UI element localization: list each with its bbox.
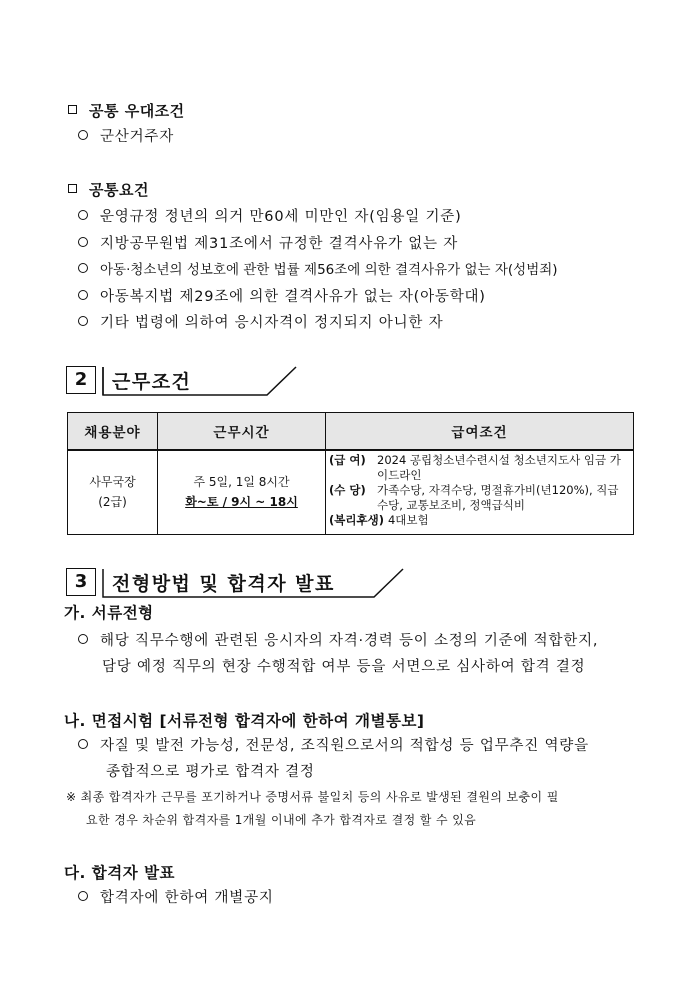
requirement-item: 아동·청소년의 성보호에 관한 법률 제56조에 의한 결격사유가 없는 자(성범죄) xyxy=(78,258,558,278)
pay-cell xyxy=(326,450,634,534)
column-header: 근무시간 xyxy=(158,413,326,451)
circle-bullet-icon xyxy=(78,891,88,901)
work-conditions-table xyxy=(67,412,634,535)
requirement-item: 운영규정 정년의 의거 만60세 미만인 자(임용일 기준) xyxy=(78,205,462,226)
section-number: 2 xyxy=(66,366,96,394)
requirement-item: 기타 법령에 의하여 응시자격이 정지되지 아니한 자 xyxy=(78,311,443,332)
interview-item: 자질 및 발전 가능성, 전문성, 조직원으로서의 적합성 등 업무추진 역량을 xyxy=(78,734,589,755)
circle-bullet-icon xyxy=(78,263,88,273)
circle-bullet-icon xyxy=(78,739,88,749)
preference-heading: 공통 우대조건 xyxy=(68,100,185,121)
note-text-cont: 요한 경우 차순위 합격자를 1개월 이내에 추가 합격자로 결정 할 수 있음 xyxy=(86,813,477,827)
section-3-header xyxy=(66,568,411,598)
requirement-item: 지방공무원법 제31조에서 규정한 결격사유가 없는 자 xyxy=(78,232,458,253)
preference-item: 군산거주자 xyxy=(78,125,174,146)
circle-bullet-icon xyxy=(78,316,88,326)
column-header: 채용분야 xyxy=(68,413,158,451)
requirements-heading: 공통요건 xyxy=(68,179,149,200)
circle-bullet-icon xyxy=(78,130,88,140)
requirement-item: 아동복지법 제29조에 의한 결격사유가 없는 자(아동학대) xyxy=(78,285,486,306)
note-text: ※ 최종 합격자가 근무를 포기하거나 증명서류 불일치 등의 사유로 발생된 결원의 보충이 필 xyxy=(66,790,559,804)
table-row xyxy=(68,450,634,534)
interview-item-cont: 종합적으로 평가로 합격자 결정 xyxy=(106,764,315,780)
circle-bullet-icon xyxy=(78,290,88,300)
interview-heading: 나. 면접시험 [서류전형 합격자에 한하여 개별통보] xyxy=(64,712,425,730)
document-screening-item: 해당 직무수행에 관련된 응시자의 자격·경력 등이 소정의 기준에 적합한지, xyxy=(78,629,598,650)
column-header: 급여조건 xyxy=(326,413,634,451)
pay-line: (복리후생) 4대보험 xyxy=(329,513,429,527)
document-screening-heading: 가. 서류전형 xyxy=(64,604,154,622)
table-header-row xyxy=(68,413,634,451)
pay-line: (급 여) 2024 공립청소년수련시설 청소년지도사 임금 가이드라인 xyxy=(329,453,621,482)
circle-bullet-icon xyxy=(78,210,88,220)
section-2-header xyxy=(66,366,306,396)
announcement-heading: 다. 합격자 발표 xyxy=(64,864,176,882)
square-bullet-icon xyxy=(68,105,77,114)
section-title: 근무조건 xyxy=(112,371,192,393)
section-title: 전형방법 및 합격자 발표 xyxy=(112,573,335,595)
announcement-item: 합격자에 한하여 개별공지 xyxy=(78,886,274,907)
field-cell: 사무국장 (2급) xyxy=(68,450,158,534)
square-bullet-icon xyxy=(68,184,77,193)
circle-bullet-icon xyxy=(78,634,88,644)
hours-cell: 주 5일, 1일 8시간 화~토 / 9시 ~ 18시 xyxy=(158,450,326,534)
section-number: 3 xyxy=(66,568,96,596)
circle-bullet-icon xyxy=(78,237,88,247)
document-screening-item-cont: 담당 예정 직무의 현장 수행적합 여부 등을 서면으로 심사하여 합격 결정 xyxy=(102,659,586,675)
pay-line: (수 당) 가족수당, 자격수당, 명절휴가비(년120%), 직급수당, 교통보조비, 정액급식비 xyxy=(329,483,619,512)
